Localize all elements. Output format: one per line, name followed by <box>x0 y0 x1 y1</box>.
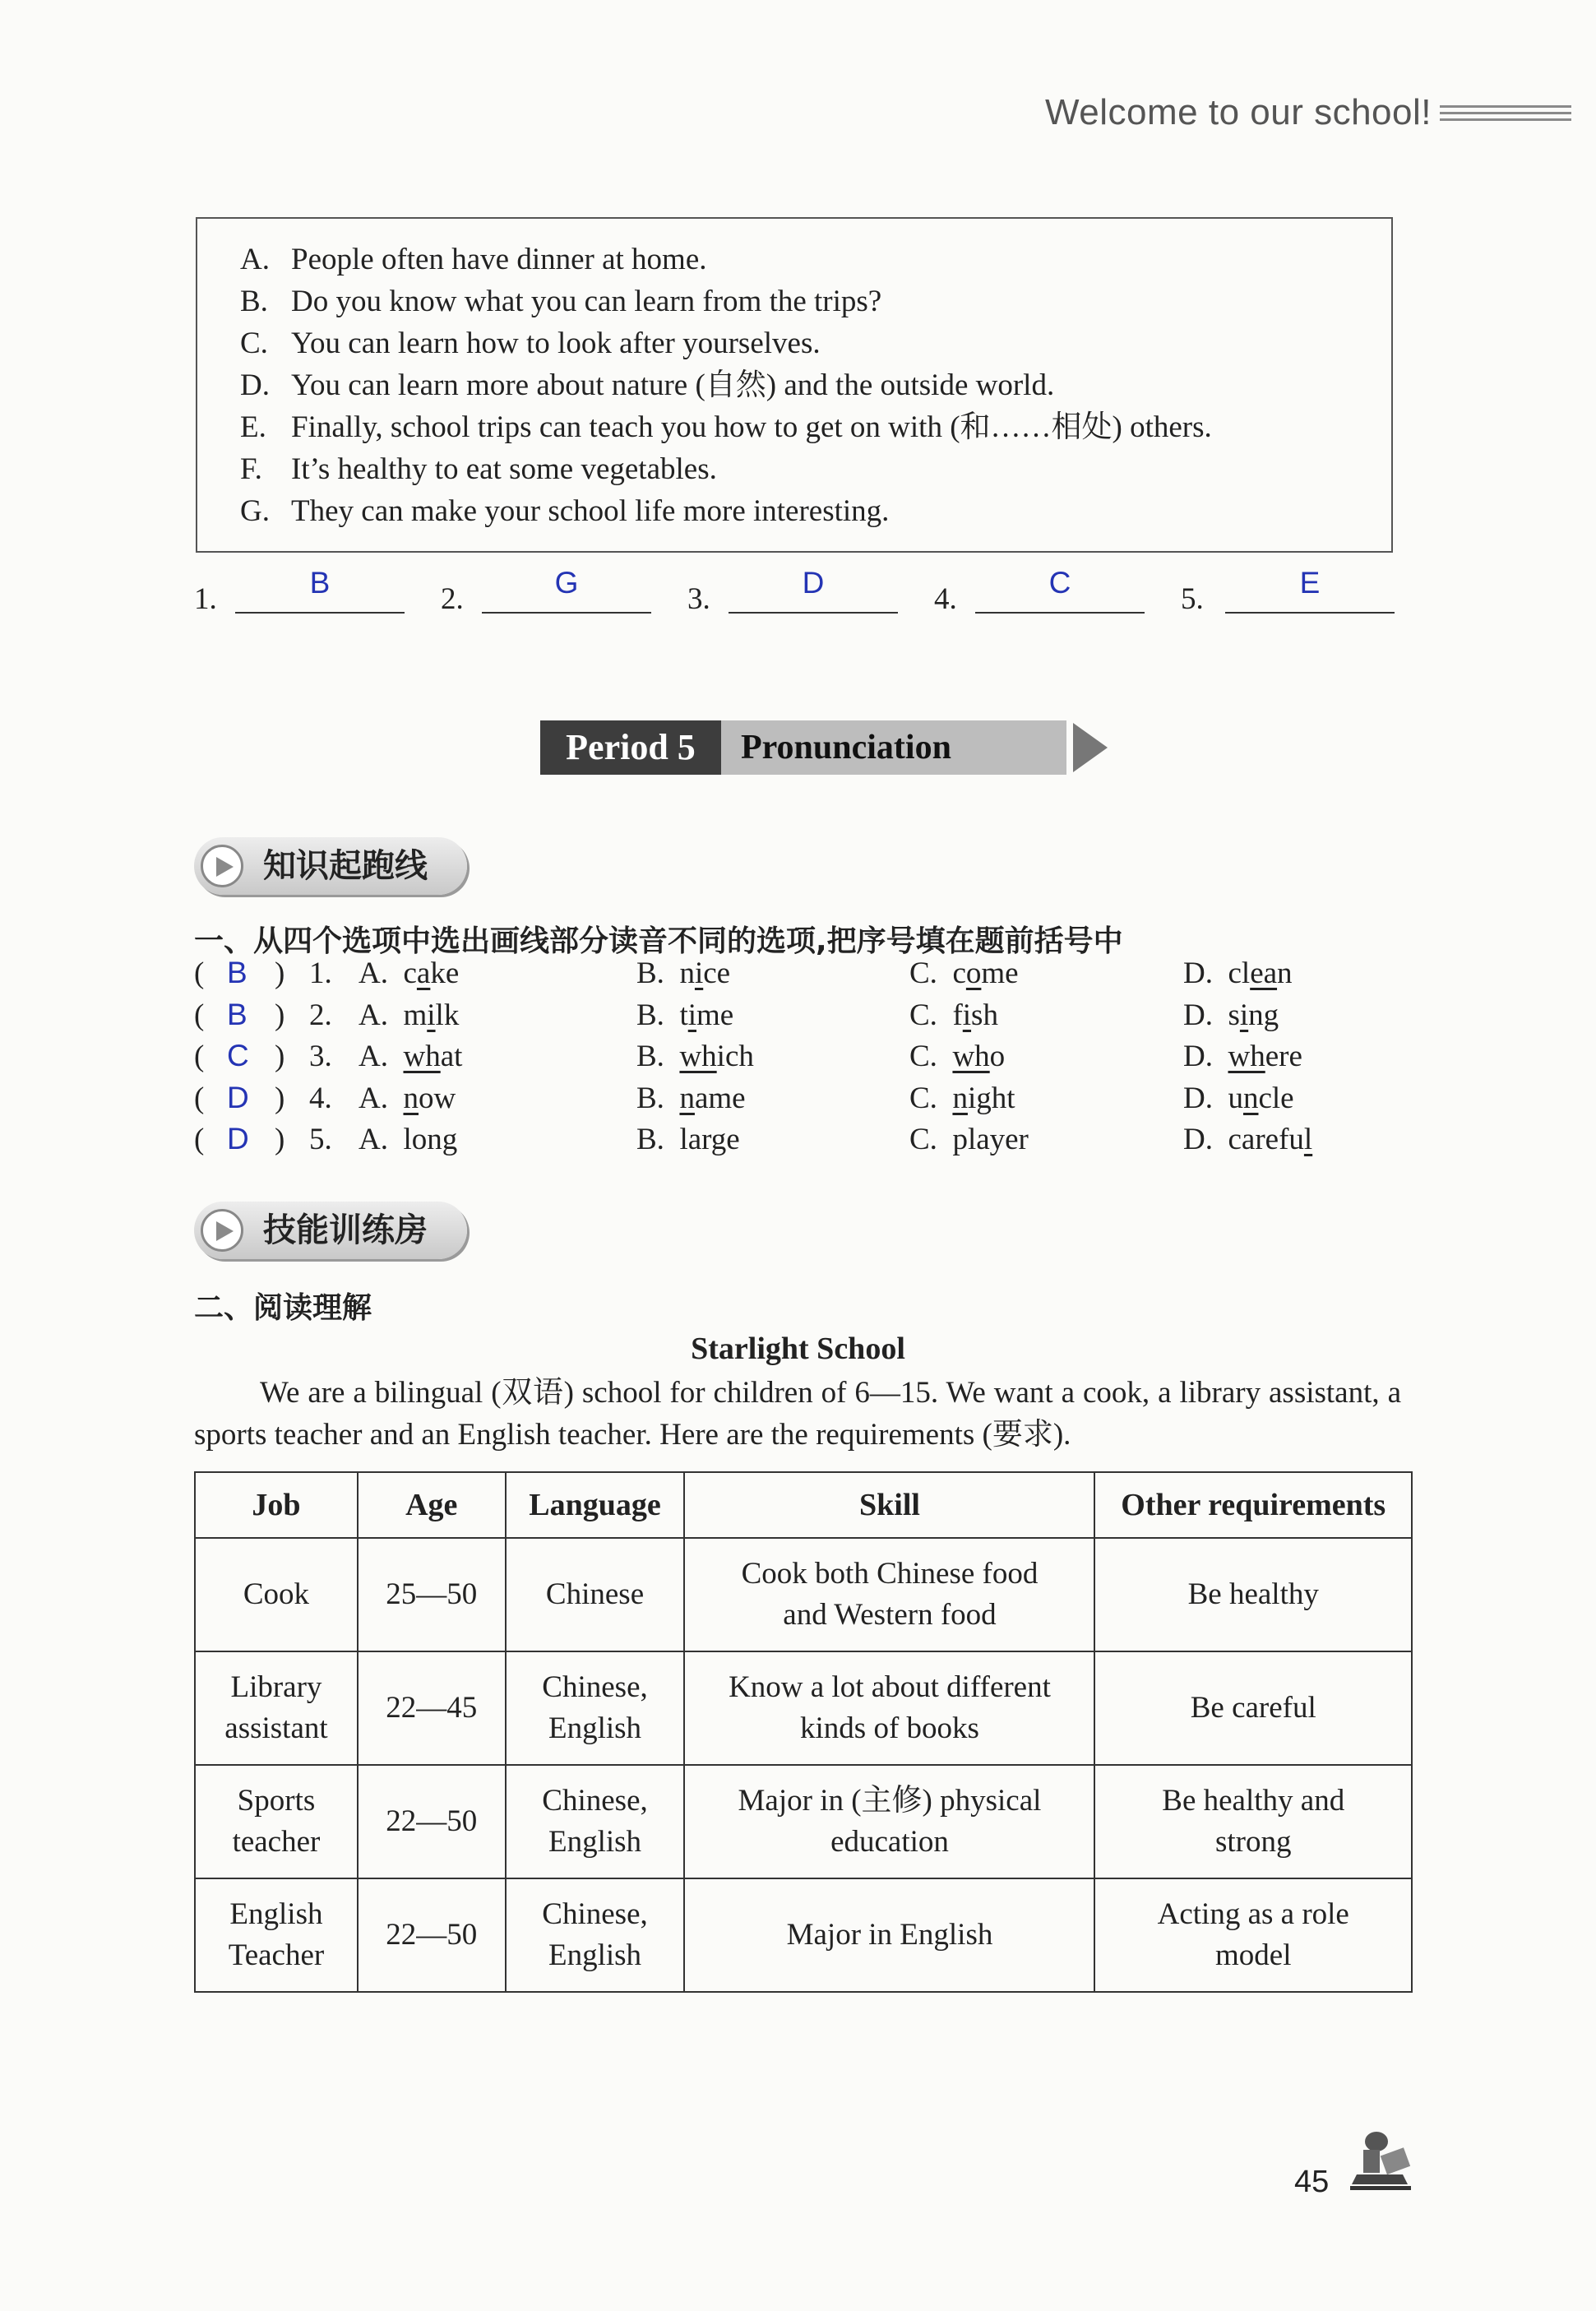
question-answer[interactable]: B <box>227 997 247 1031</box>
bracket-open: ( <box>194 1123 205 1156</box>
table-cell: 22—50 <box>358 1765 506 1878</box>
word-part: ow <box>418 1081 456 1115</box>
choice-option <box>636 956 730 991</box>
underlined-sound: i <box>962 998 972 1032</box>
choice-option <box>359 1039 462 1074</box>
choice-letter: B. <box>636 1123 664 1156</box>
answer-value: G <box>554 566 579 600</box>
underlined-sound: n <box>1242 1081 1259 1115</box>
word-part: cl <box>1228 956 1251 990</box>
underlined-sound: wh <box>1228 1040 1265 1073</box>
question-row <box>194 1039 1427 1081</box>
question-answer[interactable]: B <box>227 956 247 989</box>
option-d: D. You can learn more about nature (自然) and the outside world. <box>240 368 1055 402</box>
bracket-close: ) <box>275 1040 285 1073</box>
question-answer[interactable]: D <box>227 1080 249 1114</box>
answer-blank-2[interactable]: 2. G <box>441 559 655 617</box>
question-row <box>194 956 1427 998</box>
word-part: carefu <box>1228 1123 1304 1156</box>
option-c: C. You can learn how to look after yourselves. <box>240 327 821 360</box>
word-part: t <box>679 998 688 1032</box>
underlined-sound: n <box>679 1081 695 1115</box>
question-row <box>194 998 1427 1040</box>
table-cell: Cook <box>195 1538 358 1651</box>
table-cell: Know a lot about different kinds of books <box>684 1651 1094 1765</box>
option-e: E. Finally, school trips can teach you how to get on with (和……相处) others. <box>240 410 1212 444</box>
choice-option <box>636 1081 746 1116</box>
choice-option <box>1183 1081 1294 1116</box>
question-answer[interactable]: D <box>227 1122 249 1156</box>
choice-letter: C. <box>909 956 937 990</box>
bracket-close: ) <box>275 1081 285 1115</box>
underlined-sound: i <box>427 998 436 1032</box>
unit-title: Welcome to our school! <box>1045 92 1432 132</box>
bracket-close: ) <box>275 998 285 1032</box>
answer-value: B <box>309 566 331 600</box>
word-part: u <box>1228 1081 1243 1115</box>
reading-mascot-icon <box>1345 2127 1414 2193</box>
bracket-open: ( <box>194 1040 205 1073</box>
choice-letter: D. <box>1183 998 1213 1032</box>
word-part: sh <box>971 998 998 1032</box>
option-b: B. Do you know what you can learn from the trips? <box>240 285 882 318</box>
word-part: ke <box>430 956 460 990</box>
underlined-sound: ea <box>1250 956 1278 990</box>
answer-blank-5[interactable]: 5. E <box>1181 559 1395 617</box>
underlined-sound: a <box>416 956 431 990</box>
word-part: lon <box>403 1123 442 1156</box>
choice-option <box>1183 1039 1302 1074</box>
table-cell: Be healthy <box>1094 1538 1412 1651</box>
choice-option <box>636 1122 740 1157</box>
table-cell: Chinese, English <box>506 1651 685 1765</box>
header-decoration <box>1440 105 1571 130</box>
question-number: 2. <box>309 998 332 1032</box>
word-part: me <box>981 956 1019 990</box>
choice-option <box>909 998 998 1033</box>
underlined-sound: wh <box>679 1040 717 1073</box>
table-header-row <box>195 1472 1412 1538</box>
answer-value: E <box>1299 566 1321 600</box>
column-header: Job <box>195 1472 358 1538</box>
play-icon <box>201 1209 243 1252</box>
bracket-open: ( <box>194 998 205 1032</box>
period-label: Period 5 <box>540 720 721 775</box>
underlined-sound: o <box>965 956 982 990</box>
choice-letter: A. <box>359 1040 388 1073</box>
option-f: F. It’s healthy to eat some vegetables. <box>240 452 717 486</box>
choice-option <box>636 998 733 1033</box>
choice-option <box>909 1081 1015 1116</box>
word-part: ich <box>716 1040 754 1073</box>
arrow-right-icon <box>1073 723 1108 772</box>
choice-option <box>359 1122 457 1157</box>
choice-letter: D. <box>1183 1123 1213 1156</box>
choice-letter: C. <box>909 1081 937 1115</box>
answer-blank-4[interactable]: 4. C <box>934 559 1148 617</box>
table-cell: Acting as a role model <box>1094 1878 1412 1992</box>
choice-letter: A. <box>359 1123 388 1156</box>
table-row <box>195 1878 1412 1992</box>
reading-heading: 二、阅读理解 <box>194 1291 372 1325</box>
column-header: Skill <box>684 1472 1094 1538</box>
table-cell: Sports teacher <box>195 1765 358 1878</box>
bracket-open: ( <box>194 1081 205 1115</box>
word-part: ere <box>1265 1040 1302 1073</box>
options-box <box>196 217 1393 553</box>
choice-letter: B. <box>636 1081 664 1115</box>
table-cell: Cook both Chinese food and Western food <box>684 1538 1094 1651</box>
question-number: 1. <box>309 956 332 990</box>
underlined-sound: l <box>1303 1123 1313 1156</box>
table-cell: Library assistant <box>195 1651 358 1765</box>
column-header: Age <box>358 1472 506 1538</box>
choice-letter: D. <box>1183 1040 1213 1073</box>
table-cell: Chinese, English <box>506 1765 685 1878</box>
period-title: Pronunciation <box>721 720 1066 775</box>
section-pill-knowledge: 知识起跑线 <box>194 837 467 895</box>
choice-option <box>1183 998 1279 1033</box>
underlined-sound: n <box>952 1081 968 1115</box>
table-cell: Chinese <box>506 1538 685 1651</box>
option-g: G. They can make your school life more interesting. <box>240 494 890 528</box>
question-number: 3. <box>309 1040 332 1073</box>
column-header: Language <box>506 1472 685 1538</box>
page-number: 45 <box>1294 2165 1330 2199</box>
choice-letter: D. <box>1183 956 1213 990</box>
word-part: c <box>952 956 966 990</box>
instruction-heading: 一、从四个选项中选出画线部分读音不同的选项,把序号填在题前括号中 <box>194 924 1123 958</box>
bracket-close: ) <box>275 956 285 990</box>
table-cell: Major in (主修) physical education <box>684 1765 1094 1878</box>
choice-letter: A. <box>359 1081 388 1115</box>
choice-option <box>359 956 459 991</box>
word-part: n <box>1277 956 1293 990</box>
question-row <box>194 1081 1427 1123</box>
word-part: m <box>403 998 428 1032</box>
table-cell: Chinese, English <box>506 1878 685 1992</box>
answer-value: C <box>1048 566 1071 600</box>
choice-option <box>636 1039 754 1074</box>
passage-intro: We are a bilingual (双语) school for children of 6—15. We want a cook, a library assistant, a sports teacher and an English teacher. Here are the requirements (要求). <box>194 1376 1401 1452</box>
underlined-sound: g <box>710 1123 727 1156</box>
table-row <box>195 1651 1412 1765</box>
underlined-sound: wh <box>403 1040 441 1073</box>
option-a: A. People often have dinner at home. <box>240 243 707 276</box>
question-answer[interactable]: C <box>227 1039 249 1072</box>
word-part: me <box>696 998 734 1032</box>
choice-letter: D. <box>1183 1081 1213 1115</box>
bracket-close: ) <box>275 1123 285 1156</box>
word-part: s <box>1228 998 1240 1032</box>
choice-letter: B. <box>636 956 664 990</box>
underlined-sound: i <box>1239 998 1249 1032</box>
requirements-table <box>194 1471 1413 1993</box>
underlined-sound: wh <box>952 1040 990 1073</box>
section-pill-skills: 技能训练房 <box>194 1202 467 1259</box>
answer-blank-1[interactable]: 1. B <box>194 559 408 617</box>
underlined-sound: g <box>442 1123 458 1156</box>
choice-option <box>1183 956 1293 991</box>
word-part: ce <box>703 956 731 990</box>
choice-letter: C. <box>909 998 937 1032</box>
question-number: 4. <box>309 1081 332 1115</box>
table-cell: English Teacher <box>195 1878 358 1992</box>
table-row <box>195 1765 1412 1878</box>
choice-letter: C. <box>909 1123 937 1156</box>
table-cell: 22—50 <box>358 1878 506 1992</box>
word-part: e <box>726 1123 740 1156</box>
table-cell: Be healthy and strong <box>1094 1765 1412 1878</box>
word-part: f <box>952 998 963 1032</box>
choice-option <box>909 1039 1005 1074</box>
word-part: ight <box>967 1081 1015 1115</box>
answer-blank-3[interactable]: 3. D <box>687 559 901 617</box>
passage-title: Starlight School <box>691 1331 905 1366</box>
word-part: n <box>679 956 695 990</box>
choice-letter: B. <box>636 1040 664 1073</box>
answer-value: D <box>802 566 825 600</box>
question-number: 5. <box>309 1123 332 1156</box>
question-row <box>194 1122 1427 1164</box>
choice-letter: C. <box>909 1040 937 1073</box>
underlined-sound: i <box>694 956 704 990</box>
table-cell: Be careful <box>1094 1651 1412 1765</box>
choice-letter: A. <box>359 998 388 1032</box>
table-row <box>195 1538 1412 1651</box>
column-header: Other requirements <box>1094 1472 1412 1538</box>
word-part: c <box>403 956 417 990</box>
word-part: o <box>989 1040 1006 1073</box>
word-part: ng <box>1248 998 1279 1032</box>
word-part: cle <box>1258 1081 1294 1115</box>
word-part: at <box>440 1040 463 1073</box>
underlined-sound: i <box>687 998 696 1032</box>
word-part: lar <box>679 1123 711 1156</box>
underlined-sound: n <box>403 1081 419 1115</box>
choice-option <box>359 998 459 1033</box>
choice-option <box>909 1122 1029 1157</box>
bracket-open: ( <box>194 956 205 990</box>
word-part: lk <box>435 998 460 1032</box>
table-cell: 22—45 <box>358 1651 506 1765</box>
table-cell: Major in English <box>684 1878 1094 1992</box>
play-icon <box>201 845 243 887</box>
word-part: player <box>952 1123 1029 1156</box>
choice-option <box>909 956 1019 991</box>
table-cell: 25—50 <box>358 1538 506 1651</box>
answer-blanks <box>194 559 1395 617</box>
choice-option <box>359 1081 456 1116</box>
choice-letter: B. <box>636 998 664 1032</box>
word-part: ame <box>694 1081 746 1115</box>
choice-letter: A. <box>359 956 388 990</box>
choice-option <box>1183 1122 1312 1157</box>
